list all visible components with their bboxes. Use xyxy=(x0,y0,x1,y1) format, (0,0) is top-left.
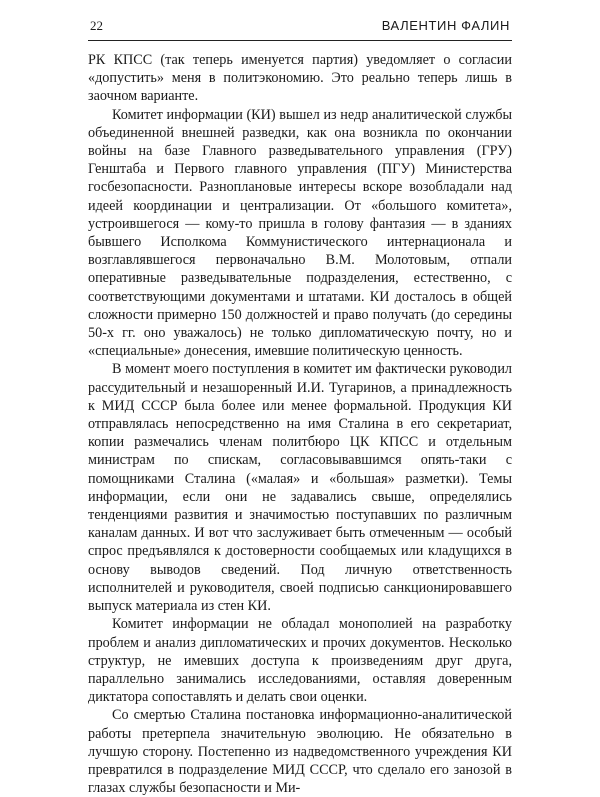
page-number: 22 xyxy=(90,18,103,33)
book-page xyxy=(88,18,512,797)
header-rule xyxy=(88,40,512,41)
paragraph: Комитет информации не обладал монополией на разработку проблем и анализ дипломатических и прочих документов. Несколько структур, не имевших доступа к произведениям друг друга, параллельно занимались исследованиями, оставляя доверенным диктатора сопоставлять и делать свои оценки. xyxy=(88,616,512,706)
paragraph-continued: РК КПСС (так теперь именуется партия) уведомляет о согласии «допустить» меня в политэкономию. Это реально теперь лишь в заочном варианте. xyxy=(88,52,512,105)
paragraph: В момент моего поступления в комитет им фактически руководил рассудительный и незашоренный И.И. Тугаринов, а принадлежность к МИД СССР была более или менее формальной. Продукция КИ отправлялась непосредственно на имя Сталина в его секретариат, копии размечались членам политбюро ЦК КПСС и отдельным министрам по спискам, согласовывавшимся опять-таки с помощниками Сталина («малая» и «большая» разметки). Темы информации, если они не задавались свыше, определялись тенденциями развития и значимостью поступавших по различным каналам данных. И вот что заслуживает быть отмеченным — особый спрос предъявлялся к достоверности сообщаемых или кладущихся в основу выводов сведений. Под личную ответственность исполнителей и руководителя, своей подписью санкционировавшего выпуск материала из стен КИ. xyxy=(88,361,512,615)
paragraph: Комитет информации (КИ) вышел из недр аналитической службы объединенной внешней разведки, как она возникла по окончании войны на базе Главного разведывательного управления (ГРУ) Генштаба и Первого главного управления (ПГУ) Министерства госбезопасности. Разноплановые интересы вскоре возобладали над идеей координации и централизации. От «большого комитета», устроившегося — кому-то пришла в голову фантазия — в зданиях бывшего Исполкома Коммунистического интернационала и возглавлявшегося первоначально В.М. Молотовым, отпали оперативные разведывательные подразделения, естественно, с соответствующими документами и штатами. КИ досталось в общей сложности примерно 150 должностей и право получать (до середины 50-х гг. оно уважалось) не только дипломатическую почту, но и «специальные» донесения, имевшие политическую ценность. xyxy=(88,106,512,360)
running-head xyxy=(88,18,512,40)
paragraph: Со смертью Сталина постановка информационно-аналитической работы претерпела значительную эволюцию. Не обязательно в лучшую сторону. Постепенно из надведомственного учреждения КИ превратился в подразделение МИД СССР, что сделало его занозой в глазах службы безопасности и Ми- xyxy=(88,707,512,797)
body-text xyxy=(88,51,512,797)
running-head-author: ВАЛЕНТИН ФАЛИН xyxy=(381,18,510,33)
